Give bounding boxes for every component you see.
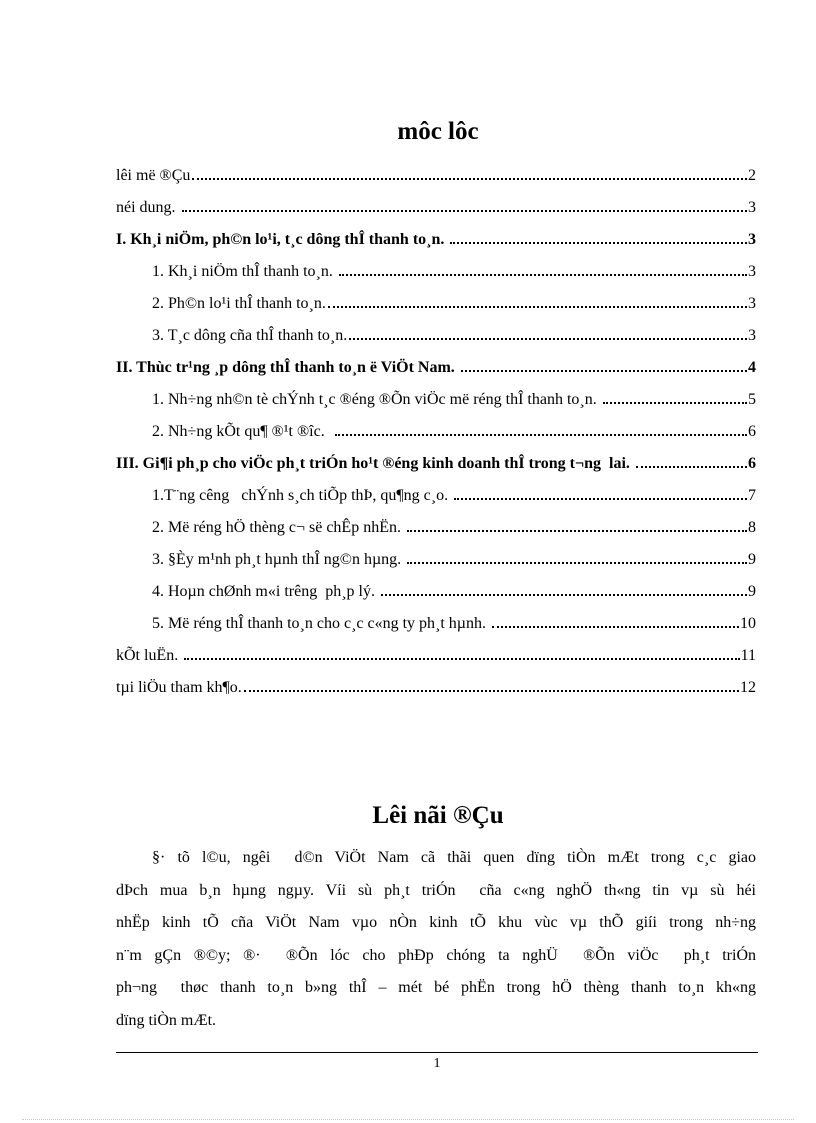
toc-leader-dots: [603, 402, 747, 404]
toc-leader-dots: [492, 626, 739, 628]
toc-entry-page: 6: [748, 455, 756, 472]
toc-entry-label: 3. T¸c dông cña thÎ thanh to¸n.: [152, 327, 348, 344]
table-of-contents: [116, 157, 756, 701]
toc-subentry[interactable]: [116, 509, 756, 541]
toc-entry-label: 1. Nh÷ng nh©n tè chÝnh t¸c ®éng ®Õn viÖc më réng thÎ thanh to¸n.: [152, 391, 601, 408]
toc-subentry[interactable]: [116, 285, 756, 317]
paragraph-line: dïng tiÒn mÆt.: [116, 1011, 217, 1029]
toc-entry-page: 3: [748, 199, 756, 216]
paragraph-line: ph¬ng thøc thanh to¸n b»ng thÎ – mét bé phËn trong hÖ thèng thanh to¸n kh«ng: [116, 979, 756, 996]
toc-entry-page: 11: [740, 647, 756, 664]
toc-entry-label: 1. Kh¸i niÖm thÎ thanh to¸n.: [152, 263, 337, 280]
toc-leader-dots: [450, 242, 747, 244]
toc-entry-label: 1.T¨ng cêng chÝnh s¸ch tiÕp thÞ, qu¶ng c¸o.: [152, 487, 453, 504]
toc-subentry[interactable]: [116, 413, 756, 445]
toc-entry-page: 3: [748, 231, 756, 248]
toc-leader-dots: [182, 210, 747, 212]
toc-entry-page: 10: [740, 615, 756, 632]
paragraph-line: §· tõ l©u, ngêi d©n ViÖt Nam cã thãi quen dïng tiÒn mÆt trong c¸c giao: [152, 849, 756, 866]
paragraph-line: dÞch mua b¸n hµng ngµy. Víi sù ph¸t triÓn cña c«ng nghÖ th«ng tin vµ sù héi: [116, 881, 756, 899]
toc-subentry[interactable]: [116, 477, 756, 509]
toc-leader-dots: [349, 338, 747, 340]
toc-entry-page: 6: [748, 423, 756, 440]
toc-entry-page: 3: [748, 327, 756, 344]
toc-subentry[interactable]: [116, 541, 756, 573]
toc-entry-label: 3. §Èy m¹nh ph¸t hµnh thÎ ng©n hµng.: [152, 551, 406, 568]
toc-entry-page: 8: [748, 519, 756, 536]
toc-entry[interactable]: [116, 189, 756, 221]
toc-entry-label: 4. Hoµn chØnh m«i trêng ph¸p lý.: [152, 583, 379, 600]
toc-entry[interactable]: [116, 637, 756, 669]
toc-section-entry[interactable]: [116, 221, 756, 253]
page-number: 1: [433, 1056, 441, 1071]
toc-entry-label: I. Kh¸i niÖm, ph©n lo¹i, t¸c dông thÎ thanh to¸n.: [116, 231, 449, 248]
toc-subentry[interactable]: [116, 573, 756, 605]
introduction-paragraph: [116, 842, 756, 1037]
toc-section-entry[interactable]: [116, 445, 756, 477]
toc-subentry[interactable]: [116, 605, 756, 637]
toc-entry[interactable]: [116, 157, 756, 189]
toc-entry-page: 3: [748, 295, 756, 312]
toc-entry-page: 7: [748, 487, 756, 504]
footer-divider: [116, 1052, 758, 1053]
toc-leader-dots: [244, 690, 739, 692]
toc-entry-page: 3: [748, 263, 756, 280]
toc-entry-label: 5. Më réng thÎ thanh to¸n cho c¸c c«ng ty ph¸t hµnh.: [152, 615, 491, 632]
toc-entry-label: 2. Më réng hÖ thèng c¬ së chÊp nhËn.: [152, 519, 405, 536]
toc-entry-page: 9: [748, 583, 756, 600]
introduction-heading: Lêi nãi ®Çu: [372, 802, 504, 829]
toc-leader-dots: [328, 306, 747, 308]
toc-leader-dots: [335, 434, 747, 436]
paragraph-line: n¨m gÇn ®©y; ®· ®Õn lóc cho phÐp chóng ta nghÜ ®Õn viÖc ph¸t triÓn: [116, 946, 756, 964]
toc-leader-dots: [407, 562, 747, 564]
toc-entry-label: kÕt luËn.: [116, 647, 183, 664]
toc-leader-dots: [636, 466, 747, 468]
toc-entry-label: néi dung.: [116, 199, 180, 216]
toc-leader-dots: [407, 530, 747, 532]
toc-leader-dots: [381, 594, 747, 596]
toc-entry-label: II. Thùc tr¹ng ¸p dông thÎ thanh to¸n ë ViÖt Nam.: [116, 359, 459, 376]
toc-entry-label: tµi liÖu tham kh¶o.: [116, 679, 242, 696]
toc-subentry[interactable]: [116, 253, 756, 285]
toc-entry-label: 2. Ph©n lo¹i thÎ thanh to¸n.: [152, 295, 326, 312]
toc-entry-label: 2. Nh÷ng kÕt qu¶ ®¹t ®îc.: [152, 423, 333, 440]
toc-section-entry[interactable]: [116, 349, 756, 381]
toc-leader-dots: [461, 370, 747, 372]
toc-entry-label: III. Gi¶i ph¸p cho viÖc ph¸t triÓn ho¹t ®éng kinh doanh thÎ trong t¬ng lai.: [116, 455, 634, 472]
toc-subentry[interactable]: [116, 381, 756, 413]
toc-leader-dots: [339, 274, 747, 276]
toc-entry-label: lêi më ®Çu: [116, 167, 191, 184]
toc-entry-page: 12: [740, 679, 756, 696]
toc-subentry[interactable]: [116, 317, 756, 349]
toc-entry-page: 4: [748, 359, 756, 376]
toc-leader-dots: [454, 498, 747, 500]
toc-leader-dots: [192, 178, 747, 180]
toc-entry-page: 9: [748, 551, 756, 568]
toc-entry[interactable]: [116, 669, 756, 701]
paragraph-line: nhËp kinh tÕ cña ViÖt Nam vµo nÒn kinh tÕ khu vùc vµ thÕ giíi trong nh÷ng: [116, 914, 756, 931]
toc-entry-page: 2: [748, 167, 756, 184]
toc-entry-page: 5: [748, 391, 756, 408]
toc-leader-dots: [184, 658, 739, 660]
toc-title: môc lôc: [397, 118, 479, 145]
page-bottom-edge: [22, 1119, 794, 1120]
